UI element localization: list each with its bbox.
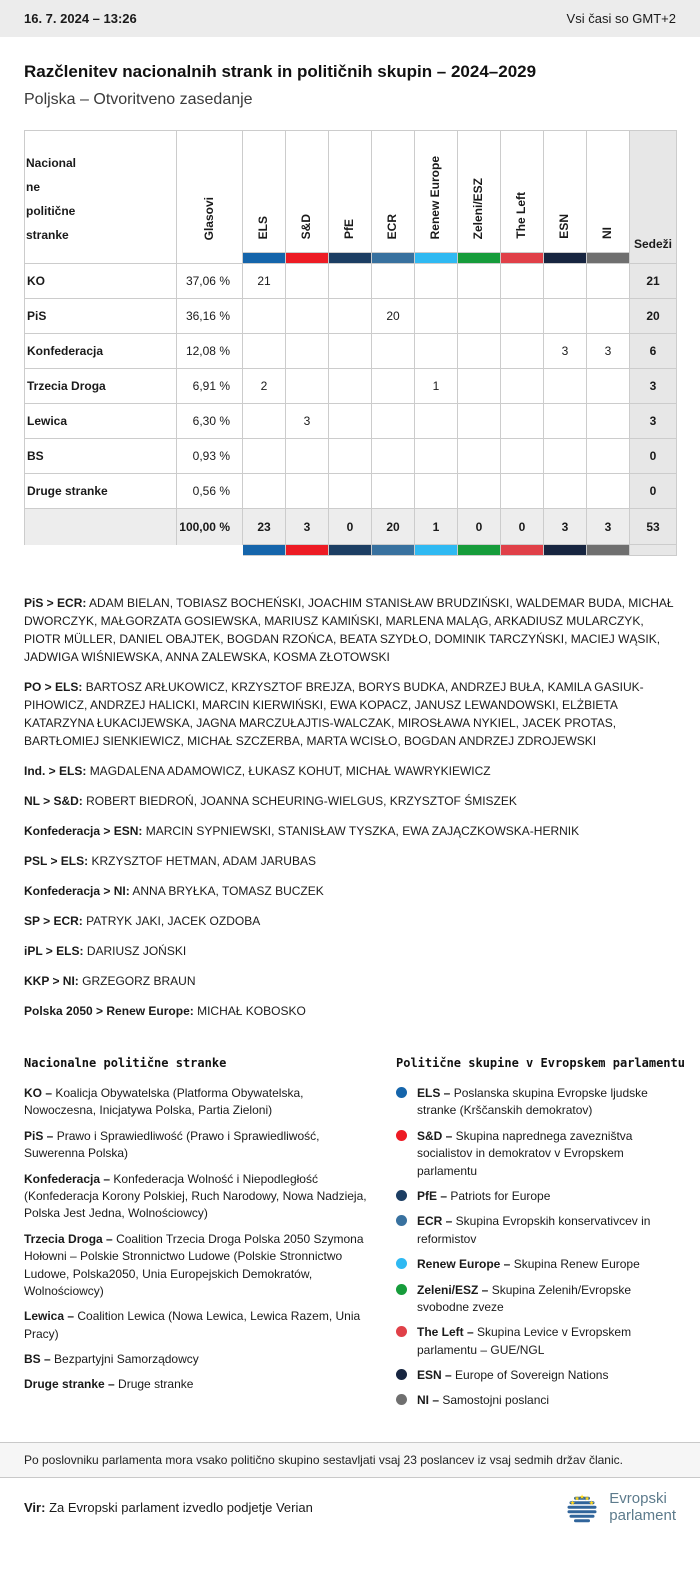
ep-logo-text: [609, 1491, 676, 1525]
total-seats: 0: [630, 439, 677, 474]
group-legend-text: The Left – Skupina Levice v Evropskem parlamentu – GUE/NGL: [417, 1325, 632, 1357]
group-color-dot: [396, 1326, 407, 1337]
group-legend-label: NI –: [417, 1393, 440, 1408]
totals-group-seats: 3: [544, 509, 587, 545]
seats-in-group: [243, 299, 286, 334]
party-legend-text: Koalicja Obywatelska (Platforma Obywatelska, Nowoczesna, Inicjatywa Polska, Partia Zieloni): [24, 1086, 304, 1118]
group-color-bar: [544, 253, 587, 264]
group-color-dot: [396, 1130, 407, 1141]
vote-share: 6,30 %: [177, 404, 243, 439]
seats-in-group: 3: [544, 334, 587, 369]
totals-group-seats: 0: [329, 509, 372, 545]
seats-in-group: [458, 334, 501, 369]
group-legend-label: PfE –: [417, 1188, 448, 1203]
mep-names: MICHAŁ KOBOSKO: [197, 1004, 306, 1018]
seats-in-group: [286, 299, 329, 334]
mep-list-label: PiS > ECR:: [24, 596, 87, 610]
mep-list: [24, 912, 676, 930]
vote-share: 36,16 %: [177, 299, 243, 334]
mep-list: [24, 822, 676, 840]
party-row: [25, 474, 677, 509]
parties-legend-items: [24, 1085, 368, 1394]
seats-in-group: [587, 299, 630, 334]
totals-spacer: [25, 509, 177, 545]
seats-in-group: [415, 299, 458, 334]
svg-text:★: ★: [574, 1494, 581, 1503]
party-legend-label: PiS –: [24, 1128, 54, 1143]
seats-in-group: [329, 404, 372, 439]
party-legend-item: [24, 1231, 368, 1301]
table-header-row: [25, 131, 677, 253]
group-legend-text: ECR – Skupina Evropskih konservativcev in reformistov: [417, 1214, 651, 1246]
seats-in-group: [587, 439, 630, 474]
group-legend-label: S&D –: [417, 1128, 453, 1143]
legends-section: [24, 1056, 685, 1418]
seats-in-group: [329, 439, 372, 474]
group-color-bar: [329, 545, 372, 556]
seats-in-group: [501, 299, 544, 334]
column-header-seats: Sedeži: [630, 131, 677, 264]
total-seats: 6: [630, 334, 677, 369]
seats-in-group: [458, 369, 501, 404]
seats-in-group: [544, 474, 587, 509]
source-note: [24, 1500, 313, 1515]
mep-list: [24, 762, 676, 780]
party-legend-text: Druge stranke: [118, 1377, 194, 1392]
seats-in-group: [372, 264, 415, 299]
mep-list: [24, 1002, 676, 1020]
seats-in-group: [372, 369, 415, 404]
mep-list-label: NL > S&D:: [24, 794, 83, 808]
column-header-group-7: ESN: [544, 131, 587, 253]
column-header-group-6: The Left: [501, 131, 544, 253]
party-legend-label: Konfederacja –: [24, 1171, 111, 1186]
group-legend-label: Renew Europe –: [417, 1257, 511, 1272]
group-legend-text: ESN – Europe of Sovereign Nations: [417, 1368, 609, 1383]
mep-names: ADAM BIELAN, TOBIASZ BOCHEŃSKI, JOACHIM STANISŁAW BRUDZIŃSKI, WALDEMAR BUDA, MICHAŁ DWORCZYK, MAŁGORZATA GOSIEWSKA, MARIUSZ KAMIŃSKI, MARLENA MALĄG, ARKADIUSZ MULARCZYK, PIOTR MÜLLER, DANIEL OBAJTEK, BOGDAN RZOŃCA, BEATA SZYDŁO, DOMINIK TARCZYŃSKI, MACIEJ WĄSIK, JADWIGA WIŚNIEWSKA, ANNA ZALEWSKA, KOSMA ZŁOTOWSKI: [24, 596, 674, 664]
bottom-bar-spacer: [25, 545, 243, 556]
party-name: Druge stranke: [25, 474, 177, 509]
top-bar: [0, 0, 700, 37]
seats-in-group: [415, 334, 458, 369]
totals-seats: 53: [630, 509, 677, 545]
group-legend-item: [396, 1324, 685, 1359]
vote-share: 0,56 %: [177, 474, 243, 509]
seats-in-group: [415, 439, 458, 474]
seats-in-group: 3: [286, 404, 329, 439]
seats-in-group: [286, 264, 329, 299]
seats-in-group: 3: [587, 334, 630, 369]
seats-in-group: [329, 299, 372, 334]
group-color-dot: [396, 1369, 407, 1380]
party-legend-text: Prawo i Sprawiedliwość (Prawo i Sprawiedliwość, Suwerenna Polska): [24, 1128, 320, 1161]
column-header-group-0: ELS: [243, 131, 286, 253]
group-legend-item: [396, 1213, 685, 1248]
group-legend-item: [396, 1282, 685, 1317]
svg-text:★: ★: [569, 1498, 576, 1507]
vote-share: 37,06 %: [177, 264, 243, 299]
group-color-bar: [372, 545, 415, 556]
totals-group-seats: 1: [415, 509, 458, 545]
column-header-votes: Glasovi: [177, 131, 243, 264]
seats-in-group: [544, 299, 587, 334]
mep-names: MARCIN SYPNIEWSKI, STANISŁAW TYSZKA, EWA ZAJĄCZKOWSKA-HERNIK: [145, 824, 580, 838]
column-header-group-3: ECR: [372, 131, 415, 253]
group-legend-item: [396, 1256, 685, 1273]
group-color-bar: [286, 253, 329, 264]
group-color-dot: [396, 1215, 407, 1226]
totals-group-seats: 0: [458, 509, 501, 545]
group-color-bar: [415, 253, 458, 264]
group-legend-text: S&D – Skupina naprednega zavezništva socialistov in demokratov v Evropskem parlamentu: [417, 1128, 633, 1178]
mep-names: KRZYSZTOF HETMAN, ADAM JARUBAS: [91, 854, 316, 868]
party-name: Trzecia Droga: [25, 369, 177, 404]
seats-in-group: [415, 474, 458, 509]
seats-in-group: 1: [415, 369, 458, 404]
ep-logo-icon: [564, 1490, 600, 1526]
seats-in-group: [372, 439, 415, 474]
column-header-parties: Nacionalne politične stranke: [25, 131, 177, 264]
timezone-note: Vsi časi so GMT+2: [566, 11, 676, 26]
group-legend-text: Zeleni/ESZ – Skupina Zelenih/Evropske svobodne zveze: [417, 1282, 632, 1314]
seats-in-group: [286, 474, 329, 509]
seats-in-group: [501, 334, 544, 369]
seats-in-group: [372, 404, 415, 439]
mep-list: [24, 942, 676, 960]
mep-list: [24, 594, 676, 666]
seats-in-group: [286, 334, 329, 369]
mep-lists-section: [24, 594, 676, 1020]
mep-list-label: KKP > NI:: [24, 974, 79, 988]
ep-logo-line2: parlament: [609, 1506, 676, 1524]
group-color-bar: [587, 253, 630, 264]
vote-share: 6,91 %: [177, 369, 243, 404]
party-legend-label: Lewica –: [24, 1309, 75, 1324]
group-color-bar: [286, 545, 329, 556]
page-subtitle: Poljska – Otvoritveno zasedanje: [24, 91, 253, 108]
party-legend-text: Coalition Trzecia Droga Polska 2050 Szymona Hołowni – Polskie Stronnictwo Ludowe (Polskie Stronnictwo Ludowe, Polska2050, Unia Europejskich Demokratów, Wolnościowcy): [24, 1231, 364, 1298]
source-text: Za Evropski parlament izvedlo podjetje Verian: [49, 1500, 313, 1516]
group-legend-label: ELS –: [417, 1086, 451, 1100]
mep-list-label: Konfederacja > ESN:: [24, 824, 143, 838]
seats-in-group: [243, 404, 286, 439]
group-color-bar: [458, 253, 501, 264]
group-legend-label: ECR –: [417, 1214, 453, 1229]
totals-vote-share: 100,00 %: [177, 509, 243, 545]
total-seats: 3: [630, 404, 677, 439]
seats-in-group: [329, 334, 372, 369]
party-legend-label: KO –: [24, 1086, 53, 1100]
seats-in-group: [286, 439, 329, 474]
seats-in-group: [587, 404, 630, 439]
seats-in-group: [329, 264, 372, 299]
seats-in-group: [243, 334, 286, 369]
party-row: [25, 369, 677, 404]
totals-group-seats: 20: [372, 509, 415, 545]
results-table: [24, 130, 677, 556]
group-color-bar: [501, 545, 544, 556]
group-legend-label: The Left –: [417, 1325, 474, 1340]
seats-in-group: [458, 264, 501, 299]
party-legend-label: BS –: [24, 1352, 51, 1367]
svg-text:★: ★: [588, 1498, 595, 1507]
seats-in-group: [501, 369, 544, 404]
group-legend-item: [396, 1367, 685, 1384]
mep-list: [24, 792, 676, 810]
mep-list-label: PSL > ELS:: [24, 854, 89, 868]
column-header-group-8: NI: [587, 131, 630, 253]
party-legend-item: [24, 1376, 368, 1393]
seats-in-group: [329, 369, 372, 404]
svg-text:★: ★: [579, 1492, 586, 1501]
group-color-bar: [372, 253, 415, 264]
vote-share: 0,93 %: [177, 439, 243, 474]
mep-names: MAGDALENA ADAMOWICZ, ŁUKASZ KOHUT, MICHAŁ WAWRYKIEWICZ: [89, 764, 491, 778]
mep-list-label: iPL > ELS:: [24, 944, 84, 958]
content: [0, 62, 700, 1418]
party-row: [25, 439, 677, 474]
seats-in-group: [544, 369, 587, 404]
ep-logo-line1: Evropski: [609, 1490, 667, 1508]
group-color-dot: [396, 1394, 407, 1405]
mep-list: [24, 678, 676, 750]
mep-list: [24, 882, 676, 900]
mep-list: [24, 852, 676, 870]
party-legend-item: [24, 1085, 368, 1120]
mep-list-label: Konfederacja > NI:: [24, 884, 130, 898]
seats-in-group: [501, 264, 544, 299]
party-legend-item: [24, 1351, 368, 1368]
totals-group-seats: 3: [587, 509, 630, 545]
mep-names: BARTOSZ ARŁUKOWICZ, KRZYSZTOF BREJZA, BORYS BUDKA, ANDRZEJ BUŁA, KAMILA GASIUK-PIHOWICZ, ANDRZEJ HALICKI, MARCIN KIERWIŃSKI, EWA KOPACZ, JANUSZ LEWANDOWSKI, ELŻBIETA KATARZYNA ŁUKACIJEWSKA, JAGNA MARCZUŁAJTIS-WALCZAK, MIROSŁAWA NYKIEL, JACEK PROTAS, BARTŁOMIEJ SIENKIEWICZ, MICHAŁ SZCZERBA, MARTA WCISŁO, BOGDAN ANDRZEJ ZDROJEWSKI: [24, 680, 644, 748]
seats-in-group: [587, 264, 630, 299]
seats-in-group: [415, 404, 458, 439]
party-legend-text: Konfederacja Wolność i Niepodległość (Konfederacja Korony Polskiej, Ruch Narodowy, Nowa Nadzieja, Polska Jest Jedna, Wolnościowcy): [24, 1171, 367, 1221]
party-legend-text: Coalition Lewica (Nowa Lewica, Lewica Razem, Unia Pracy): [24, 1309, 361, 1341]
results-table-head: [25, 131, 677, 264]
mep-names: GRZEGORZ BRAUN: [82, 974, 196, 988]
seats-in-group: [329, 474, 372, 509]
group-color-dot: [396, 1258, 407, 1269]
seats-in-group: [415, 264, 458, 299]
group-legend-text: NI – Samostojni poslanci: [417, 1393, 550, 1408]
party-legend-label: Trzecia Droga –: [24, 1231, 113, 1246]
mep-list-label: Polska 2050 > Renew Europe:: [24, 1004, 194, 1018]
mep-list-label: SP > ECR:: [24, 914, 83, 928]
column-header-group-2: PfE: [329, 131, 372, 253]
totals-group-seats: 3: [286, 509, 329, 545]
group-legend-item: [396, 1128, 685, 1180]
groups-legend-title: Politične skupine v Evropskem parlamentu: [396, 1056, 685, 1070]
party-legend-item: [24, 1128, 368, 1163]
total-seats: 21: [630, 264, 677, 299]
party-legend-item: [24, 1308, 368, 1343]
seats-in-group: [286, 369, 329, 404]
totals-group-seats: 0: [501, 509, 544, 545]
party-row: [25, 404, 677, 439]
seats-in-group: [501, 439, 544, 474]
european-parliament-logo: [564, 1490, 676, 1526]
vote-share: 12,08 %: [177, 334, 243, 369]
group-color-dot: [396, 1087, 407, 1098]
seats-in-group: [458, 404, 501, 439]
mep-list: [24, 972, 676, 990]
rule-note: Po poslovniku parlamenta mora vsako politično skupino sestavljati vsaj 23 poslancev iz vsaj sedmih držav članic.: [0, 1442, 700, 1478]
seats-in-group: [458, 299, 501, 334]
seats-in-group: [501, 474, 544, 509]
seats-in-group: 21: [243, 264, 286, 299]
seats-in-group: [544, 404, 587, 439]
seats-in-group: [501, 404, 544, 439]
group-color-bar-row-bottom: [25, 545, 677, 556]
group-color-bar: [243, 545, 286, 556]
party-name: PiS: [25, 299, 177, 334]
mep-list-label: Ind. > ELS:: [24, 764, 87, 778]
seats-in-group: [587, 474, 630, 509]
group-color-bar: [243, 253, 286, 264]
seats-in-group: [587, 369, 630, 404]
political-groups-legend: [396, 1056, 685, 1418]
party-name: BS: [25, 439, 177, 474]
group-color-dot: [396, 1190, 407, 1201]
group-legend-item: [396, 1392, 685, 1409]
group-color-bar: [501, 253, 544, 264]
seats-in-group: [372, 474, 415, 509]
page-title: Razčlenitev nacionalnih strank in političnih skupin – 2024–2029: [24, 62, 537, 81]
seats-in-group: 20: [372, 299, 415, 334]
group-legend-text: PfE – Patriots for Europe: [417, 1188, 551, 1203]
footer: [0, 1478, 700, 1540]
group-legend-item: [396, 1188, 685, 1205]
mep-names: ANNA BRYŁKA, TOMASZ BUCZEK: [132, 884, 324, 898]
total-seats: 20: [630, 299, 677, 334]
seats-in-group: [544, 264, 587, 299]
total-seats: 3: [630, 369, 677, 404]
svg-text:★: ★: [584, 1494, 591, 1503]
party-legend-text: Bezpartyjni Samorządowcy: [54, 1352, 199, 1367]
results-table-body: [25, 264, 677, 556]
parties-legend-title: Nacionalne politične stranke: [24, 1056, 227, 1070]
group-color-bar: [458, 545, 501, 556]
seats-in-group: [243, 439, 286, 474]
mep-list-label: PO > ELS:: [24, 680, 83, 694]
party-name: KO: [25, 264, 177, 299]
group-legend-item: [396, 1085, 685, 1120]
party-name: Konfederacja: [25, 334, 177, 369]
bottom-bar-seats-spacer: [630, 545, 677, 556]
seats-in-group: [243, 474, 286, 509]
report-datetime: 16. 7. 2024 – 13:26: [24, 11, 137, 26]
seats-in-group: [458, 474, 501, 509]
group-legend-text: Renew Europe – Skupina Renew Europe: [417, 1257, 640, 1272]
seats-in-group: [372, 334, 415, 369]
group-color-dot: [396, 1284, 407, 1295]
group-legend-label: Zeleni/ESZ –: [417, 1282, 489, 1297]
party-name: Lewica: [25, 404, 177, 439]
totals-row: [25, 509, 677, 545]
seats-in-group: [458, 439, 501, 474]
national-parties-legend: [24, 1056, 368, 1418]
party-legend-label: Druge stranke –: [24, 1377, 115, 1392]
seats-in-group: [544, 439, 587, 474]
total-seats: 0: [630, 474, 677, 509]
group-legend-label: ESN –: [417, 1368, 452, 1383]
party-row: [25, 299, 677, 334]
party-row: [25, 334, 677, 369]
mep-names: DARIUSZ JOŃSKI: [86, 944, 187, 958]
mep-names: ROBERT BIEDROŃ, JOANNA SCHEURING-WIELGUS, KRZYSZTOF ŚMISZEK: [86, 794, 517, 808]
column-header-group-4: Renew Europe: [415, 131, 458, 253]
totals-group-seats: 23: [243, 509, 286, 545]
mep-names: PATRYK JAKI, JACEK OZDOBA: [86, 914, 261, 928]
party-legend-item: [24, 1171, 368, 1223]
group-legend-text: ELS – Poslanska skupina Evropske ljudske stranke (Krščanskih demokratov): [417, 1086, 648, 1118]
column-header-group-1: S&D: [286, 131, 329, 253]
groups-legend-items: [396, 1085, 685, 1410]
column-header-group-5: Zeleni/ESZ: [458, 131, 501, 253]
source-label: Vir:: [24, 1500, 46, 1516]
group-color-bar: [329, 253, 372, 264]
seats-in-group: 2: [243, 369, 286, 404]
party-row: [25, 264, 677, 299]
group-color-bar: [415, 545, 458, 556]
group-color-bar: [587, 545, 630, 556]
group-color-bar: [544, 545, 587, 556]
